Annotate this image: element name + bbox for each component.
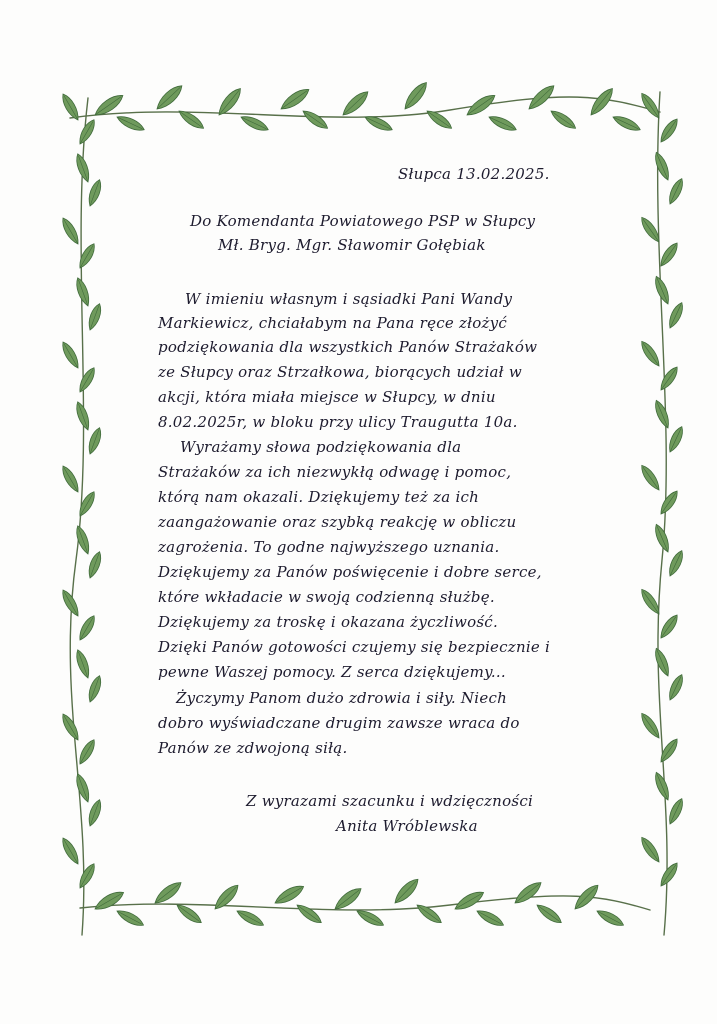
- body-line: dobro wyświadczane drugim zawsze wraca do: [158, 714, 520, 732]
- body-line: którą nam okazali. Dziękujemy też za ich: [158, 488, 480, 506]
- body-line: podziękowania dla wszystkich Panów Strażaków: [158, 338, 538, 356]
- closing-line: Z wyrazami szacunku i wdzięczności: [246, 792, 534, 810]
- body-line: Panów ze zdwojoną siłą.: [158, 739, 348, 757]
- signature-name: Anita Wróblewska: [336, 817, 478, 835]
- body-line: Wyrażamy słowa podziękowania dla: [180, 438, 462, 456]
- body-line: zagrożenia. To godne najwyższego uznania.: [158, 538, 500, 556]
- body-line: Życzymy Panom dużo zdrowia i siły. Niech: [176, 689, 508, 707]
- date-line: Słupca 13.02.2025.: [398, 165, 550, 183]
- body-line: Dzięki Panów gotowości czujemy się bezpiecznie i: [158, 638, 551, 656]
- body-line: Strażaków za ich niezwykłą odwagę i pomoc,: [158, 463, 512, 481]
- body-line: ze Słupcy oraz Strzałkowa, biorących udział w: [158, 363, 522, 381]
- addressee-line-1: Do Komendanta Powiatowego PSP w Słupcy: [190, 212, 536, 230]
- body-line: akcji, która miała miejsce w Słupcy, w dniu: [158, 388, 496, 406]
- addressee-line-2: Mł. Bryg. Mgr. Sławomir Gołębiak: [218, 236, 486, 254]
- body-line: Dziękujemy za Panów poświęcenie i dobre serce,: [158, 563, 542, 581]
- body-line: 8.02.2025r, w bloku przy ulicy Traugutta 10a.: [158, 413, 518, 431]
- body-line: Markiewicz, chciałabym na Pana ręce złożyć: [158, 314, 508, 332]
- body-line: które wkładacie w swoją codzienną służbę.: [158, 588, 495, 606]
- body-line: pewne Waszej pomocy. Z serca dziękujemy...: [158, 663, 506, 681]
- body-line: W imieniu własnym i sąsiadki Pani Wandy: [185, 290, 513, 308]
- body-line: Dziękujemy za troskę i okazana życzliwość.: [158, 613, 498, 631]
- body-line: zaangażowanie oraz szybką reakcję w obliczu: [158, 513, 517, 531]
